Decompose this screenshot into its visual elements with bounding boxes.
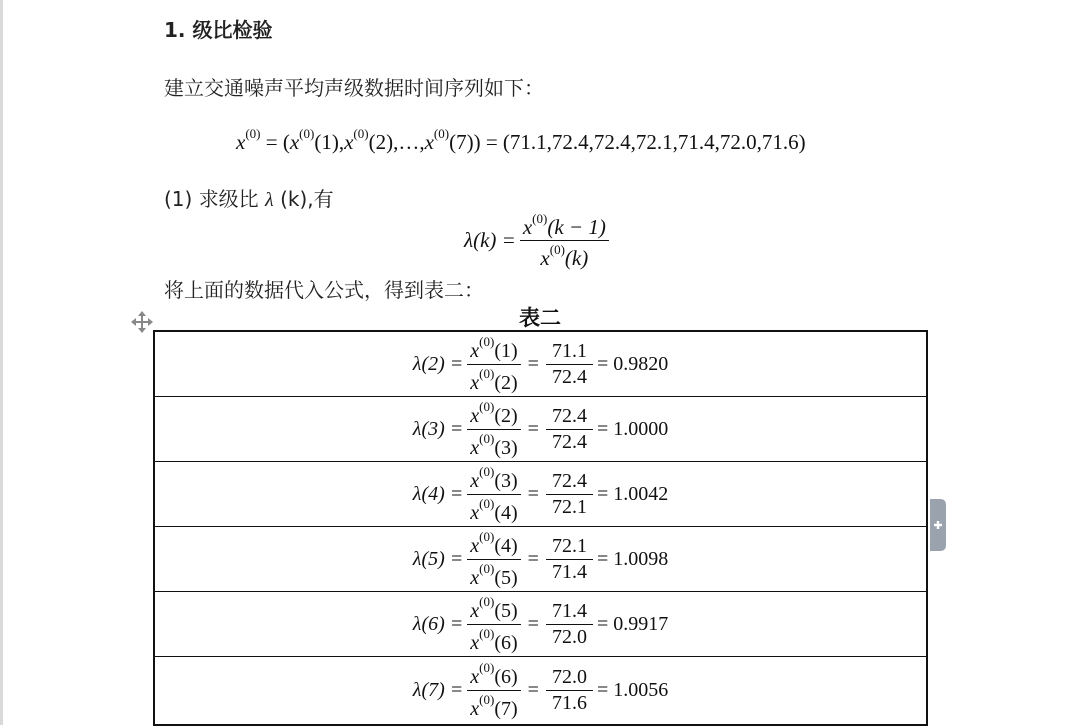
lambda-formula [464, 212, 613, 269]
row-symbolic-numerator [467, 661, 520, 691]
page-edge [0, 0, 3, 725]
row-symbolic-denominator [467, 691, 520, 720]
table-row [155, 592, 926, 657]
row-numeric-fraction [546, 471, 593, 518]
row-lhs: λ(5) = [412, 547, 464, 570]
row-symbolic-denominator [467, 560, 520, 589]
lambda-table [153, 330, 928, 726]
eq-sup: (0) [479, 625, 495, 641]
row-lhs: λ(3) = [412, 417, 464, 440]
eq-term-7: (7)) = ( [449, 130, 510, 154]
row-symbolic-fraction [467, 400, 520, 459]
row-symbolic-numerator [467, 335, 520, 365]
row-symbolic-numerator [467, 400, 520, 430]
row-equals: = [527, 482, 539, 505]
row-den-value: 71.4 [551, 560, 587, 583]
row-num-arg: (3) [494, 469, 518, 492]
row-symbolic-denominator [467, 495, 520, 524]
eq-var: x [470, 631, 480, 654]
eq-values: 71.1,72.4,72.4,72.1,71.4,72.0,71.6 [509, 130, 799, 154]
row-den-value: 71.6 [551, 692, 587, 714]
eq-sup: (0) [479, 333, 495, 349]
eq-var: x [470, 436, 480, 459]
eq-var: x [344, 130, 354, 154]
row-num-value: 71.1 [546, 341, 593, 365]
row-equals: = [527, 417, 539, 440]
eq-var: x [470, 566, 480, 589]
eq-sup: (0) [479, 463, 495, 479]
eq-sup: (0) [532, 211, 548, 226]
row-numeric-fraction [546, 536, 593, 583]
row-den-value: 72.1 [551, 495, 587, 518]
eq-sup: (0) [479, 430, 495, 446]
eq-sup: (0) [479, 365, 495, 381]
row-equation [413, 595, 668, 654]
eq-sup: (0) [479, 398, 495, 414]
eq-sup: (0) [299, 126, 315, 141]
row-equation [413, 530, 668, 589]
row-num-value: 72.4 [546, 471, 593, 495]
row-equation [413, 661, 668, 720]
eq-sup: (0) [479, 495, 495, 511]
row-equals: = [527, 352, 539, 375]
row-num-value: 71.4 [546, 601, 593, 625]
table-row [155, 527, 926, 592]
step1-lambda: λ [265, 189, 274, 211]
eq-var: x [522, 215, 533, 239]
eq-var: x [470, 698, 480, 720]
row-den-arg: (7) [494, 698, 518, 720]
eq-var: x [470, 501, 480, 524]
row-lhs: λ(6) = [412, 612, 464, 635]
eq-sup: (0) [549, 242, 565, 258]
eq-sup: (0) [479, 692, 495, 707]
row-symbolic-fraction [467, 465, 520, 524]
eq-sup: (0) [479, 660, 495, 675]
eq-var: x [470, 666, 480, 688]
row-num-arg: (5) [494, 599, 518, 622]
eq-sup: (0) [479, 528, 495, 544]
row-equation [413, 335, 668, 394]
table-row [155, 332, 926, 397]
row-result: = 0.9917 [596, 612, 669, 635]
row-num-value: 72.4 [546, 406, 593, 430]
row-equals: = [527, 612, 539, 635]
table-row [155, 397, 926, 462]
row-numeric-fraction [546, 406, 593, 453]
row-symbolic-fraction [467, 335, 520, 394]
row-den-value: 72.0 [551, 625, 587, 648]
eq-var: x [470, 534, 480, 557]
row-lhs: λ(4) = [412, 482, 464, 505]
row-equation [413, 465, 668, 524]
row-result: = 1.0098 [596, 547, 669, 570]
move-cross-icon[interactable] [131, 311, 153, 333]
row-num-arg: (2) [494, 404, 518, 427]
eq-sup: (0) [479, 560, 495, 576]
eq-var: x [470, 469, 480, 492]
table-row [155, 657, 926, 724]
eq-sup: (0) [479, 593, 495, 609]
row-result: = 1.0000 [596, 417, 669, 440]
row-symbolic-denominator [467, 365, 520, 394]
row-equation [413, 400, 668, 459]
row-numeric-fraction [546, 341, 593, 388]
eq-term-1: (1), [314, 130, 345, 154]
eq-var: x [470, 339, 480, 362]
row-num-value: 72.0 [546, 667, 593, 691]
eq-sup: (0) [433, 126, 450, 141]
row-den-value: 72.4 [551, 430, 587, 453]
row-equals: = [527, 547, 539, 570]
eq-close: ) [798, 130, 806, 154]
step1-paragraph [164, 183, 334, 212]
series-intro-paragraph: 建立交通噪声平均声级数据时间序列如下： [164, 76, 544, 100]
lambda-lhs: λ(k) = [464, 228, 516, 253]
row-symbolic-denominator [467, 430, 520, 459]
eq-sup: (0) [245, 126, 261, 141]
row-result: = 1.0042 [596, 482, 669, 505]
row-den-value: 72.4 [551, 365, 587, 388]
eq-var: x [470, 371, 480, 394]
row-result: = 0.9820 [596, 352, 669, 375]
row-den-arg: (2) [494, 371, 518, 394]
section-heading: 1. 级比检验 [164, 18, 273, 42]
row-lhs: λ(7) = [412, 679, 464, 701]
row-numeric-fraction [546, 601, 593, 648]
row-num-arg: (6) [494, 666, 518, 688]
eq-var: x [236, 130, 246, 154]
row-den-arg: (4) [494, 501, 518, 524]
lambda-fraction [520, 212, 609, 269]
row-symbolic-fraction [467, 595, 520, 654]
eq-var: x [470, 599, 480, 622]
row-lhs: λ(2) = [412, 352, 464, 375]
lambda-denominator [537, 241, 591, 269]
row-symbolic-numerator [467, 465, 520, 495]
step1-arg: (k),有 [280, 187, 334, 211]
table-caption-text: 表二 [519, 305, 561, 330]
row-den-arg: (3) [494, 436, 518, 459]
eq-sup: (0) [353, 126, 369, 141]
row-result: = 1.0056 [596, 679, 669, 701]
sequence-equation [236, 126, 806, 155]
row-equals: = [527, 679, 539, 701]
eq-var: x [289, 130, 300, 154]
row-symbolic-fraction [467, 530, 520, 589]
row-symbolic-denominator [467, 625, 520, 654]
substitute-paragraph: 将上面的数据代入公式，得到表二： [164, 278, 484, 302]
table-row [155, 462, 926, 527]
eq-term-2: (2),…, [368, 130, 425, 154]
row-numeric-fraction [546, 667, 593, 714]
row-num-arg: (1) [494, 339, 518, 362]
row-symbolic-fraction [467, 661, 520, 720]
eq-var: x [540, 246, 550, 271]
row-den-arg: (6) [494, 631, 518, 654]
eq-var: x [424, 130, 434, 154]
lambda-den-arg: (k) [564, 246, 589, 271]
table-caption [0, 302, 1080, 332]
lambda-num-arg: (k − 1) [547, 215, 606, 239]
eq-var: x [470, 404, 480, 427]
row-num-arg: (4) [494, 534, 518, 557]
plus-icon[interactable] [930, 499, 946, 551]
row-symbolic-numerator [467, 595, 520, 625]
row-den-arg: (5) [494, 566, 518, 589]
eq-open: = ( [260, 130, 290, 154]
row-symbolic-numerator [467, 530, 520, 560]
lambda-numerator [520, 212, 609, 241]
row-num-value: 72.1 [546, 536, 593, 560]
step1-prefix: (1) 求级比 [164, 187, 259, 211]
